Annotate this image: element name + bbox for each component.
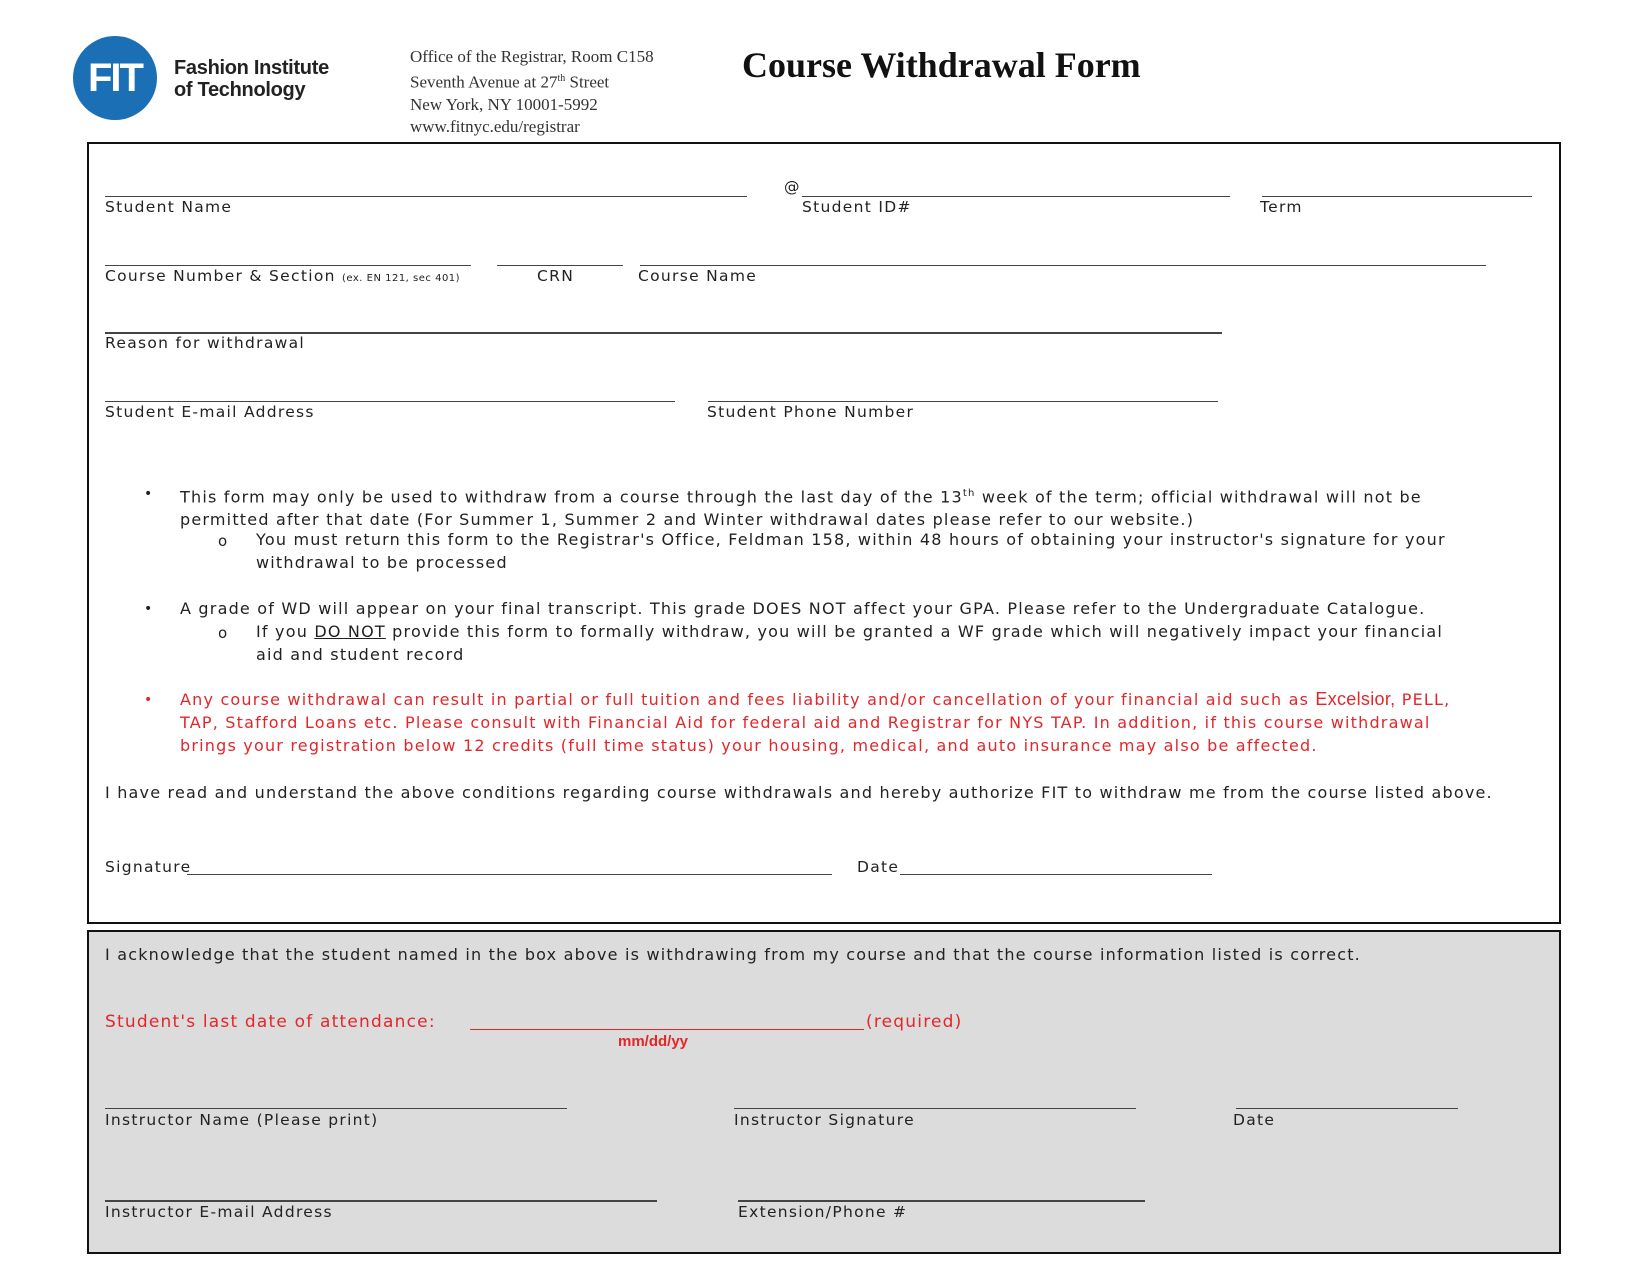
student-name-field[interactable] (105, 196, 747, 197)
condition-wd-grade: A grade of WD will appear on your final transcript. This grade DOES NOT affect your GPA. Please refer to the Undergraduate Catalogue. (180, 599, 1426, 618)
instructor-signature-label: Instructor Signature (734, 1111, 915, 1129)
institution-name (174, 57, 329, 101)
bullet-icon: • (144, 601, 153, 617)
student-email-field[interactable] (105, 401, 675, 402)
page-title: Course Withdrawal Form (742, 45, 1141, 85)
condition-financial-aid-warning: Any course withdrawal can result in partial or full tuition and fees liability and/or cancellation of your financial aid such as Excelsior, PELL, TAP, Stafford Loans etc. Please consult with Financial Aid for federal aid and Registrar for NYS TAP. In addition, if this course withdrawal brings your registration below 12 credits (full time status) your housing, medical, and auto insurance may also be affected. (180, 689, 1451, 755)
extension-phone-label: Extension/Phone # (738, 1203, 908, 1221)
fit-logo: FIT (73, 36, 157, 120)
term-label: Term (1260, 198, 1303, 216)
course-number-field[interactable] (105, 265, 471, 266)
condition-wf-grade: If you DO NOT provide this form to formally withdraw, you will be granted a WF grade which will negatively impact your financial aid and student record (256, 622, 1444, 664)
registrar-website-link[interactable]: www.fitnyc.edu/registrar (410, 116, 580, 136)
term-field[interactable] (1262, 196, 1532, 197)
instructor-date-field[interactable] (1236, 1108, 1458, 1109)
instructor-name-label: Instructor Name (Please print) (105, 1111, 379, 1129)
required-label: (required) (866, 1012, 963, 1032)
student-email-label: Student E-mail Address (105, 403, 315, 421)
last-attendance-label: Student's last date of attendance: (105, 1012, 436, 1032)
institution-name-line2: of Technology (174, 79, 306, 101)
address-line2: Seventh Avenue at 27th Street (410, 72, 610, 92)
bullet-icon: • (144, 486, 153, 502)
last-attendance-field[interactable] (470, 1029, 864, 1030)
course-number-label: Course Number & Section (ex. EN 121, sec 401) (105, 267, 461, 285)
student-id-label: Student ID# (802, 198, 912, 216)
registrar-address (410, 46, 654, 138)
student-name-label: Student Name (105, 198, 233, 216)
instructor-date-label: Date (1233, 1111, 1276, 1129)
student-phone-field[interactable] (708, 401, 1218, 402)
crn-label: CRN (537, 267, 575, 285)
instructor-email-field[interactable] (105, 1200, 657, 1202)
instructor-acknowledgement: I acknowledge that the student named in the box above is withdrawing from my course and that the course information listed is correct. (105, 945, 1361, 964)
at-sign: @ (784, 178, 801, 196)
course-number-example: (ex. EN 121, sec 401) (341, 273, 461, 284)
address-line1: Office of the Registrar, Room C158 (410, 47, 654, 66)
condition-deadline: This form may only be used to withdraw from a course through the last day of the 13th week of the term; official withdrawal will not be permitted after that date (For Summer 1, Summer 2 and Winter withdrawal dates please refer to our website.) (180, 487, 1422, 530)
institution-name-line1: Fashion Institute (174, 57, 329, 79)
instructor-email-label: Instructor E-mail Address (105, 1203, 333, 1221)
condition-return-form: You must return this form to the Registrar's Office, Feldman 158, within 48 hours of obtaining your instructor's signature for your withdrawal to be processed (256, 530, 1446, 572)
instructor-name-field[interactable] (105, 1108, 567, 1109)
student-id-field[interactable] (802, 196, 1230, 197)
student-phone-label: Student Phone Number (707, 403, 915, 421)
instructor-signature-field[interactable] (734, 1108, 1136, 1109)
reason-label: Reason for withdrawal (105, 334, 306, 352)
date-format-hint: mm/dd/yy (618, 1033, 689, 1050)
sub-bullet-icon: o (218, 532, 228, 550)
course-name-label: Course Name (638, 267, 758, 285)
address-line3: New York, NY 10001-5992 (410, 94, 598, 114)
date-label: Date (857, 858, 900, 876)
do-not-emphasis: DO NOT (314, 622, 386, 641)
sub-bullet-icon: o (218, 624, 228, 642)
bullet-icon: • (144, 692, 153, 708)
signature-field[interactable] (187, 874, 832, 875)
extension-phone-field[interactable] (738, 1200, 1145, 1202)
authorization-statement: I have read and understand the above conditions regarding course withdrawals and hereby authorize FIT to withdraw me from the course listed above. (105, 783, 1493, 802)
crn-field[interactable] (497, 265, 623, 266)
course-name-field[interactable] (640, 265, 1486, 266)
signature-label: Signature (105, 858, 192, 876)
date-field[interactable] (900, 874, 1212, 875)
